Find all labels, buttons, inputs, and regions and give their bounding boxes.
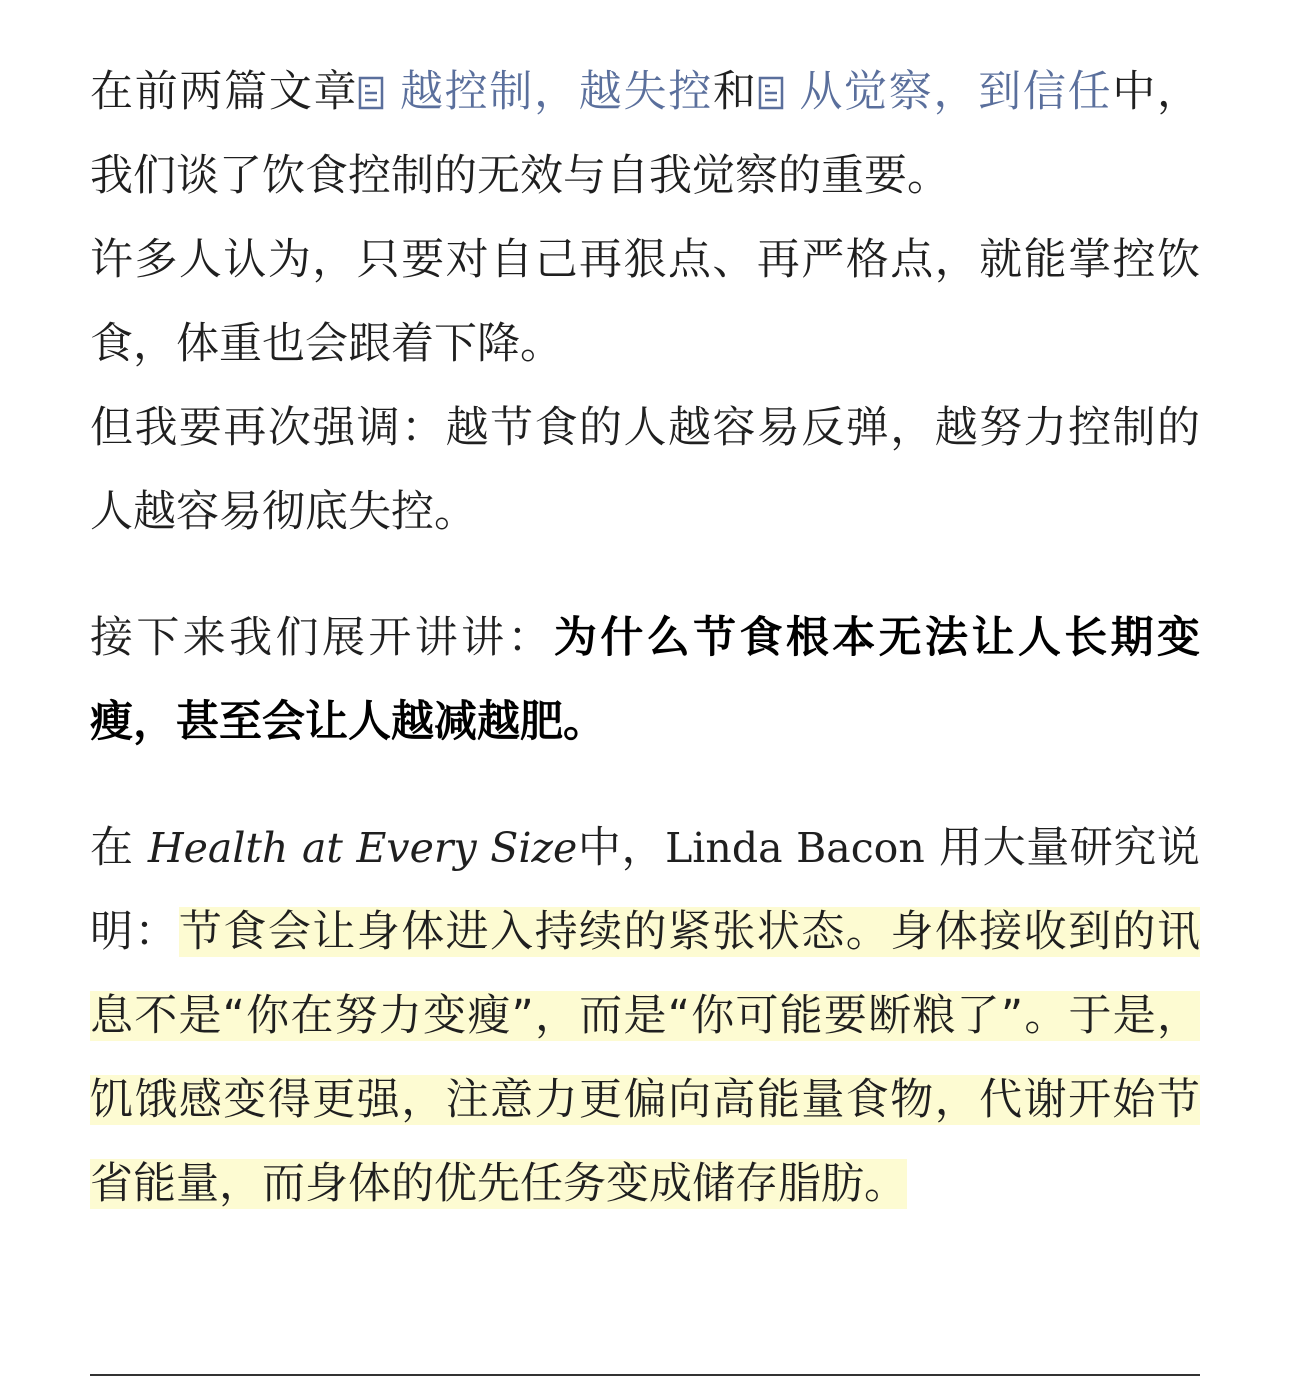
author-name: Linda Bacon	[665, 824, 925, 872]
article-link-2-label: 从觉察，到信任	[797, 67, 1113, 117]
paragraph-research	[90, 806, 1200, 1226]
research-after-author: 用大量研究说明：	[90, 823, 1200, 957]
paragraph-topic	[90, 596, 1200, 764]
intro-rest: 中，我们谈了饮食控制的无效与自我觉察的重要。	[90, 67, 1201, 201]
article-link-2[interactable]	[758, 67, 1113, 117]
belief-text: 许多人认为，只要对自己再狠点、再严格点，就能掌控饮食，体重也会跟着下降。	[90, 235, 1200, 369]
topic-lead: 接下来我们展开讲讲：	[90, 613, 554, 663]
paragraph-emphasis	[90, 386, 1200, 554]
divider	[90, 1374, 1200, 1376]
document-icon	[358, 76, 384, 110]
book-title: Health at Every Size	[147, 824, 578, 872]
topic-bold: 为什么节食根本无法让人长期变瘦，甚至会让人越减越肥。	[90, 613, 1201, 747]
research-mid: 中，	[577, 823, 666, 873]
research-lead: 在	[90, 823, 148, 873]
document-icon	[758, 76, 784, 110]
emphasis-text: 但我要再次强调：越节食的人越容易反弹，越努力控制的人越容易彻底失控。	[90, 403, 1200, 537]
article-link-1[interactable]	[358, 67, 713, 117]
intro-lead: 在前两篇文章	[90, 67, 359, 117]
paragraph-belief	[90, 218, 1200, 386]
article-body	[90, 50, 1200, 1226]
highlighted-text: 节食会让身体进入持续的紧张状态。身体接收到的讯息不是“你在努力变瘦”，而是“你可能要断粮了”。于是，饥饿感变得更强，注意力更偏向高能量食物，代谢开始节省能量，而身体的优先任务变成储存脂肪。	[90, 907, 1201, 1209]
intro-and: 和	[712, 67, 758, 117]
article-link-1-label: 越控制，越失控	[398, 67, 713, 117]
paragraph-intro	[90, 50, 1200, 218]
